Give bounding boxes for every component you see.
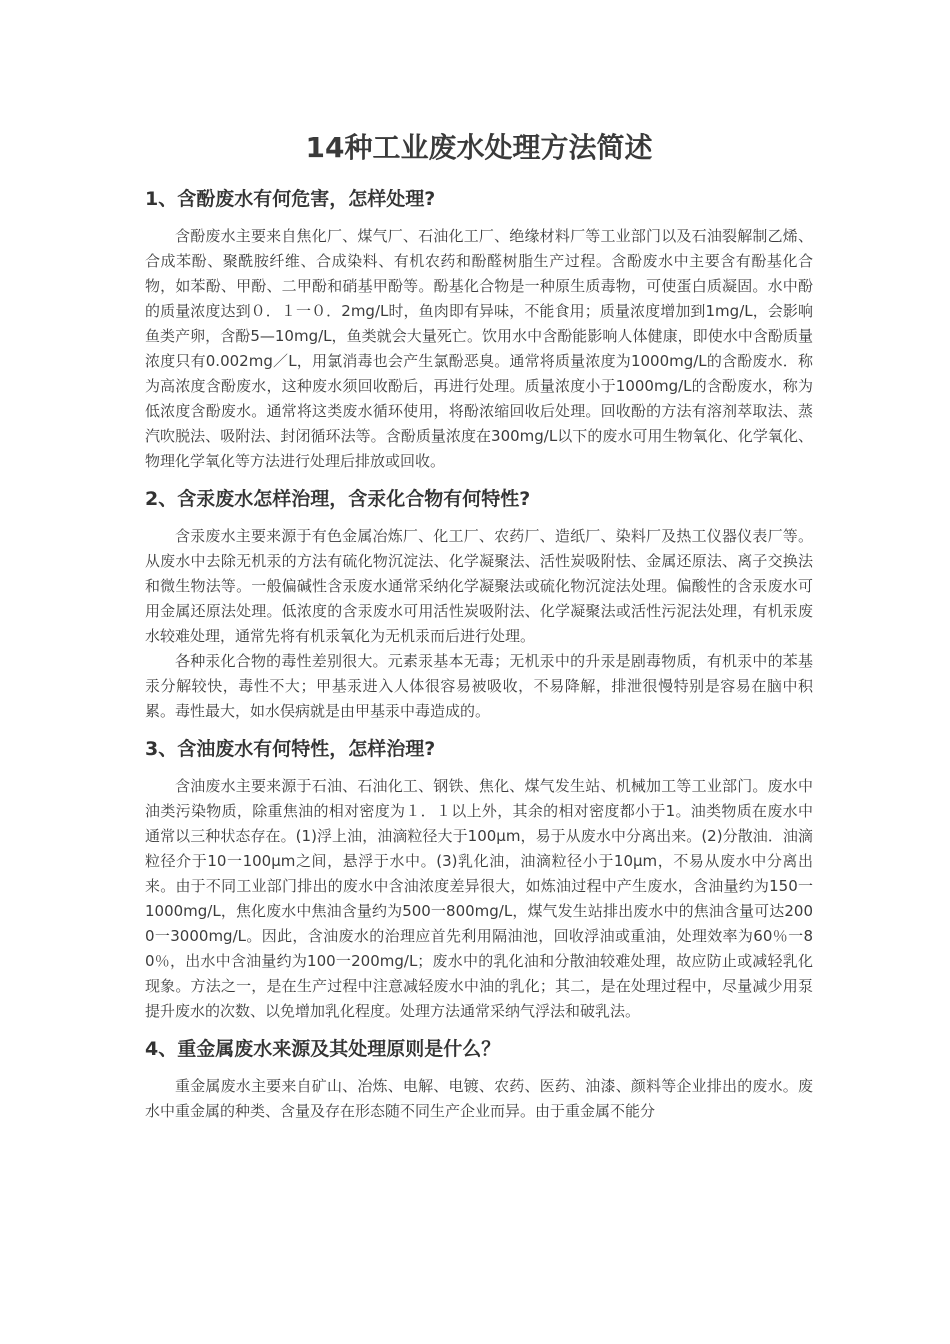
paragraph: 含油废水主要来源于石油、石油化工、钢铁、焦化、煤气发生站、机械加工等工业部门。废水中油类污染物质，除重焦油的相对密度为１．１以上外，其余的相对密度都小于1。油类物质在废水中通常以三种状态存在。(1)浮上油，油滴粒径大于100μm，易于从废水中分离出来。(2)分散油．油滴粒径介于10一100μm之间，悬浮于水中。(3)乳化油，油滴粒径小于10μm，不易从废水中分离出来。由于不同工业部门排出的废水中含油浓度差异很大，如炼油过程中产生废水，含油量约为150一1000mg/L，焦化废水中焦油含量约为500一800mg/L，煤气发生站排出废水中的焦油含量可达2000一3000mg/L。因此，含油废水的治理应首先利用隔油池，回收浮油或重油，处理效率为60％一80％，出水中含油量约为100一200mg/L；废水中的乳化油和分散油较难处理，故应防止或减轻乳化现象。方法之一，是在生产过程中注意减轻废水中油的乳化；其二，是在处理过程中，尽量减少用泵提升废水的次数、以免增加乳化程度。处理方法通常采纳气浮法和破乳法。	[145, 777, 813, 1020]
paragraph: 重金属废水主要来自矿山、冶炼、电解、电镀、农药、医药、油漆、颜料等企业排出的废水。废水中重金属的种类、含量及存在形态随不同生产企业而异。由于重金属不能分	[145, 1077, 813, 1120]
section-heading: 2、含汞废水怎样治理，含汞化合物有何特性?	[145, 488, 531, 510]
paragraph: 含汞废水主要来源于有色金属冶炼厂、化工厂、农药厂、造纸厂、染料厂及热工仪器仪表厂等。从废水中去除无机汞的方法有硫化物沉淀法、化学凝聚法、活性炭吸附怯、金属还原法、离子交换法和微生物法等。一般偏碱性含汞废水通常采纳化学凝聚法或硫化物沉淀法处理。偏酸性的含汞废水可用金属还原法处理。低浓度的含汞废水可用活性炭吸附法、化学凝聚法或活性污泥法处理，有机汞废水较难处理，通常先将有机汞氧化为无机汞而后进行处理。	[145, 527, 813, 645]
section-phenol	[145, 186, 813, 474]
section-heavy-metal	[145, 1036, 813, 1124]
section-mercury	[145, 486, 813, 724]
paragraph: 各种汞化合物的毒性差别很大。元素汞基本无毒；无机汞中的升汞是剧毒物质，有机汞中的苯基汞分解较快，毒性不大；甲基汞进入人体很容易被吸收，不易降解，排泄很慢特别是容易在脑中积累。毒性最大，如水俣病就是由甲基汞中毒造成的。	[145, 652, 813, 720]
section-heading: 4、重金属废水来源及其处理原则是什么？	[145, 1038, 501, 1060]
document-title: 14种工业废水处理方法简述	[305, 131, 653, 164]
document-page	[145, 128, 813, 1136]
section-oil	[145, 736, 813, 1024]
section-heading: 1、含酚废水有何危害，怎样处理?	[145, 188, 436, 210]
section-heading: 3、含油废水有何特性，怎样治理?	[145, 738, 436, 760]
paragraph: 含酚废水主要来自焦化厂、煤气厂、石油化工厂、绝缘材料厂等工业部门以及石油裂解制乙烯、合成苯酚、聚酰胺纤维、合成染料、有机农药和酚醛树脂生产过程。含酚废水中主要含有酚基化合物，如苯酚、甲酚、二甲酚和硝基甲酚等。酚基化合物是一种原生质毒物，可使蛋白质凝固。水中酚的质量浓度达到０．１一０．2mg/L时，鱼肉即有异味，不能食用；质量浓度增加到1mg/L，会影响鱼类产卵，含酚5—10mg/L，鱼类就会大量死亡。饮用水中含酚能影响人体健康，即使水中含酚质量浓度只有0.002mg／L，用氯消毒也会产生氯酚恶臭。通常将质量浓度为1000mg/L的含酚废水．称为高浓度含酚废水，这种废水须回收酚后，再进行处理。质量浓度小于1000mg/L的含酚废水，称为低浓度含酚废水。通常将这类废水循环使用，将酚浓缩回收后处理。回收酚的方法有溶剂萃取法、蒸汽吹脱法、吸附法、封闭循环法等。含酚质量浓度在300mg/L以下的废水可用生物氧化、化学氧化、物理化学氧化等方法进行处理后排放或回收。	[145, 227, 813, 470]
